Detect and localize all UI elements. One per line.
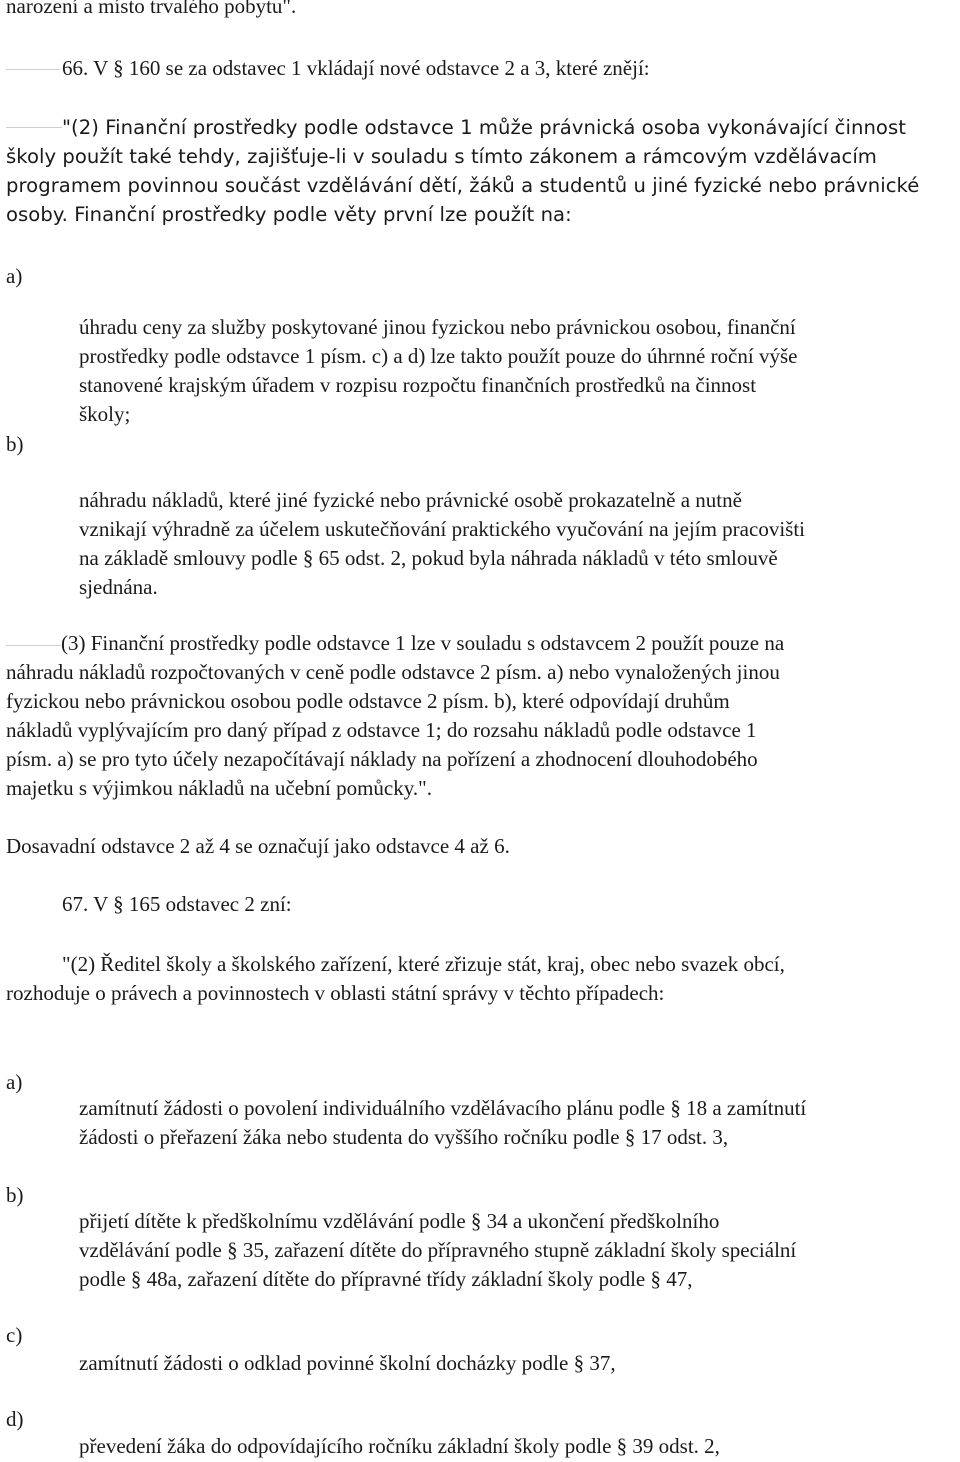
list-line: podle § 48a, zařazení dítěte do přípravné třídy základní školy podle § 47,	[79, 1267, 693, 1291]
list-line: sjednána.	[79, 575, 158, 599]
list-line: na základě smlouvy podle § 65 odst. 2, pokud byla náhrada nákladů v této smlouvě	[79, 546, 778, 570]
renumber-note: Dosavadní odstavce 2 až 4 se označují jako odstavce 4 až 6.	[6, 834, 510, 858]
list-label: b)	[6, 432, 24, 456]
paragraph-line: "(2) Finanční prostředky podle odstavce 1 může právnická osoba vykonávající činnost	[62, 116, 906, 139]
list-item-a-text	[79, 313, 797, 429]
paragraph-line: nákladů vyplývajícím pro daný případ z odstavce 1; do rozsahu nákladů podle odstavce 1	[6, 718, 757, 742]
paragraph-line: programem povinnou součást vzdělávání dětí, žáků a studentů u jiné fyzické nebo právnické	[6, 174, 920, 197]
paragraph-line: majetku s výjimkou nákladů na učební pomůcky.".	[6, 776, 432, 800]
item67-heading: 67. V § 165 odstavec 2 zní:	[62, 892, 292, 916]
list-line: přijetí dítěte k předškolnímu vzdělávání podle § 34 a ukončení předškolního	[79, 1209, 720, 1233]
list-label: b)	[6, 1183, 24, 1207]
list-item-b-text	[79, 1207, 796, 1294]
list-label: d)	[6, 1407, 24, 1431]
list-line: stanovené krajským úřadem v rozpisu rozpočtu finančních prostředků na činnost	[79, 373, 757, 397]
list-line: úhradu ceny za služby poskytované jinou fyzickou nebo právnickou osobou, finanční	[79, 315, 796, 339]
paragraph-line: náhradu nákladů rozpočtovaných v ceně podle odstavce 2 písm. a) nebo vynaložených jinou	[6, 660, 780, 684]
list-item-b-text	[79, 486, 805, 602]
indent-rule	[6, 69, 60, 70]
list-label: a)	[6, 1070, 23, 1094]
list-line: prostředky podle odstavce 1 písm. c) a d) lze takto použít pouze do úhrnné roční výše	[79, 344, 798, 368]
paragraph-line: "(2) Ředitel školy a školského zařízení, které zřizuje stát, kraj, obec nebo svazek obcí,	[62, 952, 785, 976]
paragraph-line: (3) Finanční prostředky podle odstavce 1 lze v souladu s odstavcem 2 použít pouze na	[61, 631, 785, 655]
paragraph-line: rozhoduje o právech a povinnostech v oblasti státní správy v těchto případech:	[6, 981, 665, 1005]
list-line: vzdělávání podle § 35, zařazení dítěte do přípravného stupně základní školy speciální	[79, 1238, 797, 1262]
item66-paragraph-2	[6, 113, 919, 229]
list-line: vznikají výhradně za účelem uskutečňování praktického vyučování na jejím pracovišti	[79, 517, 805, 541]
paragraph-line: písm. a) se pro tyto účely nezapočítávají náklady na pořízení a zhodnocení dlouhodobého	[6, 747, 758, 771]
paragraph-line: fyzickou nebo právnickou osobou podle odstavce 2 písm. b), které odpovídají druhům	[6, 689, 730, 713]
list-line: žádosti o přeřazení žáka nebo studenta do vyššího ročníku podle § 17 odst. 3,	[79, 1125, 729, 1149]
list-item-c-text	[79, 1349, 616, 1378]
list-line: převedení žáka do odpovídajícího ročníku základní školy podle § 39 odst. 2,	[79, 1434, 720, 1458]
paragraph-line: školy použít také tehdy, zajišťuje-li v souladu s tímto zákonem a rámcovým vzdělávacím	[6, 145, 877, 168]
list-line: náhradu nákladů, které jiné fyzické nebo právnické osobě prokazatelně a nutně	[79, 488, 742, 512]
item66-heading: 66. V § 160 se za odstavec 1 vkládají nové odstavce 2 a 3, které znějí:	[62, 56, 650, 80]
list-item-d-text	[79, 1432, 720, 1461]
item67-intro	[6, 950, 785, 1008]
item66-paragraph-3	[6, 629, 784, 803]
list-label: a)	[6, 264, 23, 288]
paragraph-line: osoby. Finanční prostředky podle věty první lze použít na:	[6, 203, 572, 226]
list-item-a-text	[79, 1094, 806, 1152]
list-line: zamítnutí žádosti o odklad povinné školní docházky podle § 37,	[79, 1351, 616, 1375]
list-line: zamítnutí žádosti o povolení individuálního vzdělávacího plánu podle § 18 a zamítnutí	[79, 1096, 807, 1120]
top-line-text: narození a místo trvalého pobytu".	[6, 0, 297, 18]
list-label: c)	[6, 1323, 23, 1347]
list-line: školy;	[79, 402, 131, 426]
